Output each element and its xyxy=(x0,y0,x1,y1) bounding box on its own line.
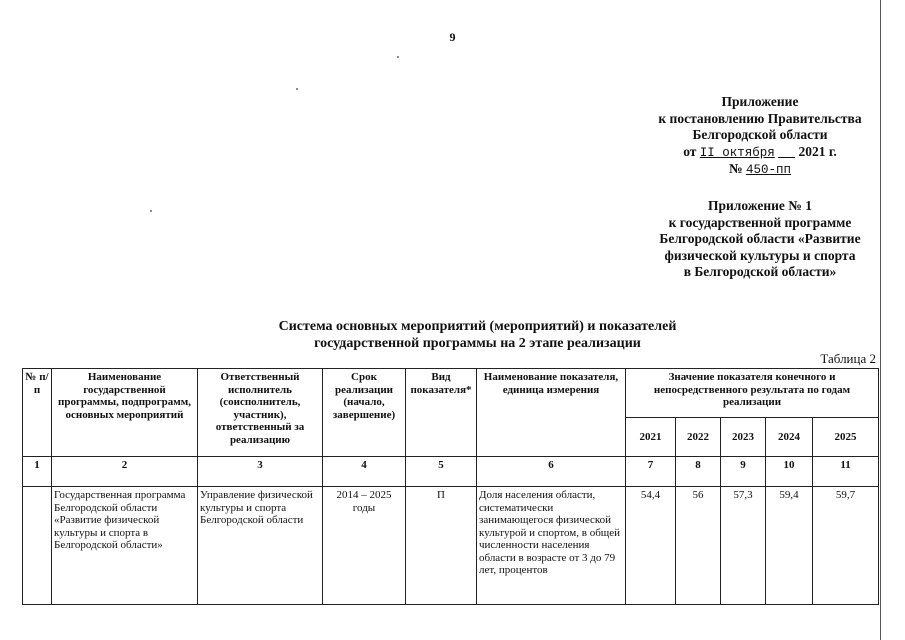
column-number: 5 xyxy=(406,457,477,487)
cell-value: 59,7 xyxy=(813,487,879,605)
header-year: 2021 xyxy=(626,418,676,457)
appendix-to-resolution xyxy=(640,94,880,179)
document-title xyxy=(0,318,905,352)
header-year: 2025 xyxy=(813,418,879,457)
header-num: № п/п xyxy=(23,369,52,457)
header-kind: Вид показателя* xyxy=(406,369,477,457)
column-number: 6 xyxy=(477,457,626,487)
header-term: Срок реализации (начало, завершение) xyxy=(323,369,406,457)
column-number: 1 xyxy=(23,457,52,487)
appendix-line: физической культуры и спорта xyxy=(664,247,856,263)
appendix-line: Приложение № 1 xyxy=(708,198,812,213)
appendix-line: Белгородской области «Развитие xyxy=(659,231,861,246)
cell-term: 2014 – 2025 годы xyxy=(323,487,406,605)
column-number: 3 xyxy=(198,457,323,487)
number-prefix: № xyxy=(729,161,743,176)
table-row xyxy=(23,487,879,605)
header-year: 2023 xyxy=(721,418,766,457)
appendix-line: Белгородской области xyxy=(692,127,828,142)
cell-program-name: Государственная программа Белгородской области «Развитие физической культуры и спорта в Белгородской области» xyxy=(52,487,198,605)
title-line: государственной программы на 2 этапе реализации xyxy=(314,336,641,351)
cell-value: 54,4 xyxy=(626,487,676,605)
handwritten-number: 450-пп xyxy=(745,163,791,177)
cell-kind: П xyxy=(406,487,477,605)
cell-value: 57,3 xyxy=(721,487,766,605)
scan-speck xyxy=(296,88,298,90)
handwritten-date: II октября xyxy=(699,145,775,160)
column-number: 10 xyxy=(766,457,813,487)
indicators-table xyxy=(22,368,879,605)
appendix-line: в Белгородской области» xyxy=(683,264,837,279)
title-line: Система основных мероприятий (мероприятий) и показателей xyxy=(278,319,677,334)
scan-speck xyxy=(150,210,152,212)
column-number: 2 xyxy=(52,457,198,487)
column-number: 4 xyxy=(323,457,406,487)
column-number: 7 xyxy=(626,457,676,487)
cell-executor: Управление физической культуры и спорта Белгородской области xyxy=(198,487,323,605)
appendix-line: Приложение xyxy=(721,94,799,109)
column-number: 8 xyxy=(676,457,721,487)
appendix-line: к постановлению Правительства xyxy=(658,110,862,126)
date-prefix: от xyxy=(683,143,697,159)
appendix-date-line xyxy=(640,144,880,162)
column-number-row xyxy=(23,457,879,487)
cell-value: 59,4 xyxy=(766,487,813,605)
cell-value: 56 xyxy=(676,487,721,605)
header-executor: Ответственный исполнитель (соисполнитель, участник), ответственный за реализацию xyxy=(198,369,323,457)
column-number: 9 xyxy=(721,457,766,487)
appendix-line: к государственной программе xyxy=(668,214,852,230)
cell-indicator: Доля населения области, систематически занимающегося физической культурой и спортом, в общей численности населения области в возрасте от 3 до 79 лет, процентов xyxy=(477,487,626,605)
appendix-number-line xyxy=(640,161,880,179)
header-indicator: Наименование показателя, единица измерения xyxy=(477,369,626,457)
table-label: Таблица 2 xyxy=(820,351,876,366)
column-number: 11 xyxy=(813,457,879,487)
header-year: 2024 xyxy=(766,418,813,457)
cell-num xyxy=(23,487,52,605)
header-name: Наименование государственной программы, подпрограмм, основных мероприятий xyxy=(52,369,198,457)
date-year: 2021 г. xyxy=(798,143,837,159)
table-header-row xyxy=(23,369,879,418)
header-year: 2022 xyxy=(676,418,721,457)
appendix-to-program xyxy=(640,198,880,281)
header-values-group: Значение показателя конечного и непосредственного результата по годам реализации xyxy=(626,369,879,418)
scan-speck xyxy=(397,56,399,58)
page-number: 9 xyxy=(449,30,456,44)
